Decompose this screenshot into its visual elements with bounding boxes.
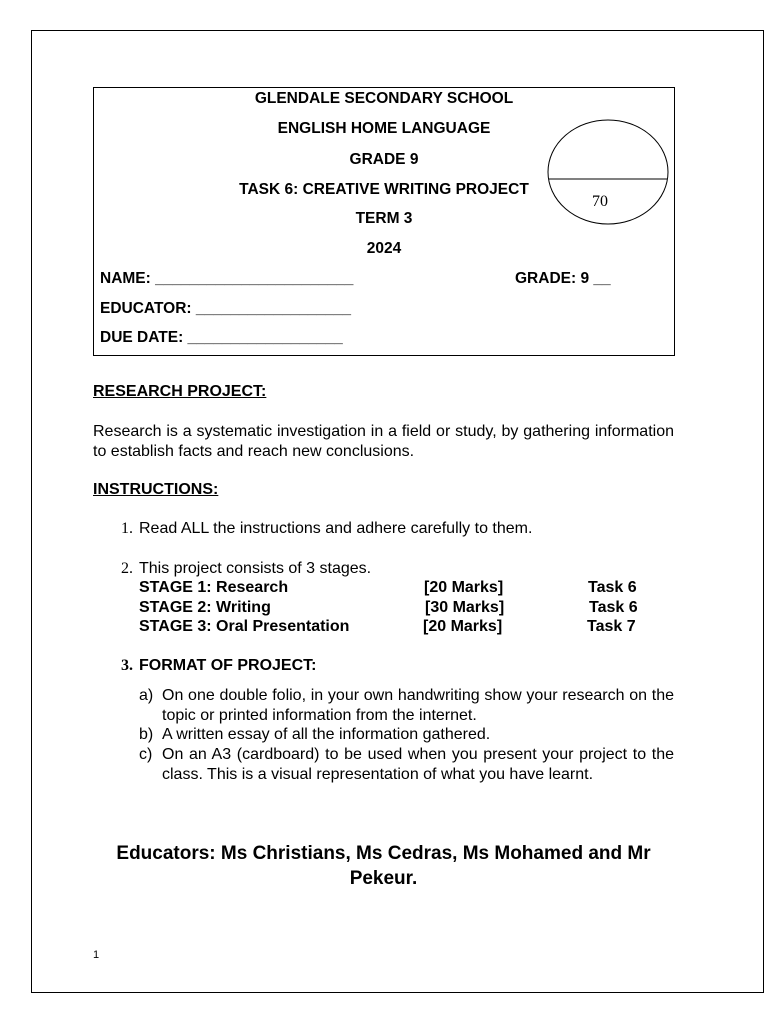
stage-task: Task 6 [588, 579, 637, 596]
educators-footer: Educators: Ms Christians, Ms Cedras, Ms Mohamed and Mr Pekeur. [116, 843, 651, 889]
instruction-3-text: FORMAT OF PROJECT: [139, 657, 317, 674]
stage-marks: [20 Marks] [423, 618, 503, 635]
subject-title: ENGLISH HOME LANGUAGE [277, 120, 491, 137]
term-title: TERM 3 [355, 210, 413, 227]
research-heading: RESEARCH PROJECT: [93, 383, 267, 400]
grade-title: GRADE 9 [349, 151, 419, 168]
format-item-letter: b) [139, 726, 154, 743]
instruction-3-number: 3. [121, 657, 133, 674]
stage-marks: [20 Marks] [424, 579, 504, 596]
format-item-text: A written essay of all the information gathered. [162, 726, 491, 743]
format-item-text: On one double folio, in your own handwriting show your research on the topic or printed information from the internet. [162, 687, 674, 724]
format-item-letter: c) [139, 746, 153, 763]
grade-field: GRADE: 9 __ [515, 270, 611, 287]
stage-label: STAGE 3: Oral Presentation [139, 618, 350, 635]
stage-label: STAGE 1: Research [139, 579, 289, 596]
total-marks: 70 [592, 193, 608, 210]
school-name: GLENDALE SECONDARY SCHOOL [254, 90, 514, 107]
format-item-letter: a) [139, 687, 154, 704]
stage-label: STAGE 2: Writing [139, 599, 271, 616]
name-field: NAME: _______________________ [100, 270, 354, 287]
page-number: 1 [93, 949, 100, 961]
instruction-1-number: 1. [121, 520, 133, 537]
stage-task: Task 6 [589, 599, 638, 616]
educator-field: EDUCATOR: __________________ [100, 300, 352, 317]
stage-task: Task 7 [587, 618, 636, 635]
instruction-2-text: This project consists of 3 stages. [139, 560, 372, 577]
year-title: 2024 [366, 240, 402, 257]
instruction-1-text: Read ALL the instructions and adhere carefully to them. [139, 520, 533, 537]
due-date-field: DUE DATE: __________________ [100, 329, 343, 346]
stage-marks: [30 Marks] [425, 599, 505, 616]
instructions-heading: INSTRUCTIONS: [93, 481, 219, 498]
task-title: TASK 6: CREATIVE WRITING PROJECT [239, 181, 529, 198]
research-body: Research is a systematic investigation in a field or study, by gathering information to establish facts and reach new conclusions. [93, 423, 674, 460]
instruction-2-number: 2. [121, 560, 133, 577]
format-item-text: On an A3 (cardboard) to be used when you present your project to the class. This is a visual representation of what you have learnt. [162, 746, 674, 783]
